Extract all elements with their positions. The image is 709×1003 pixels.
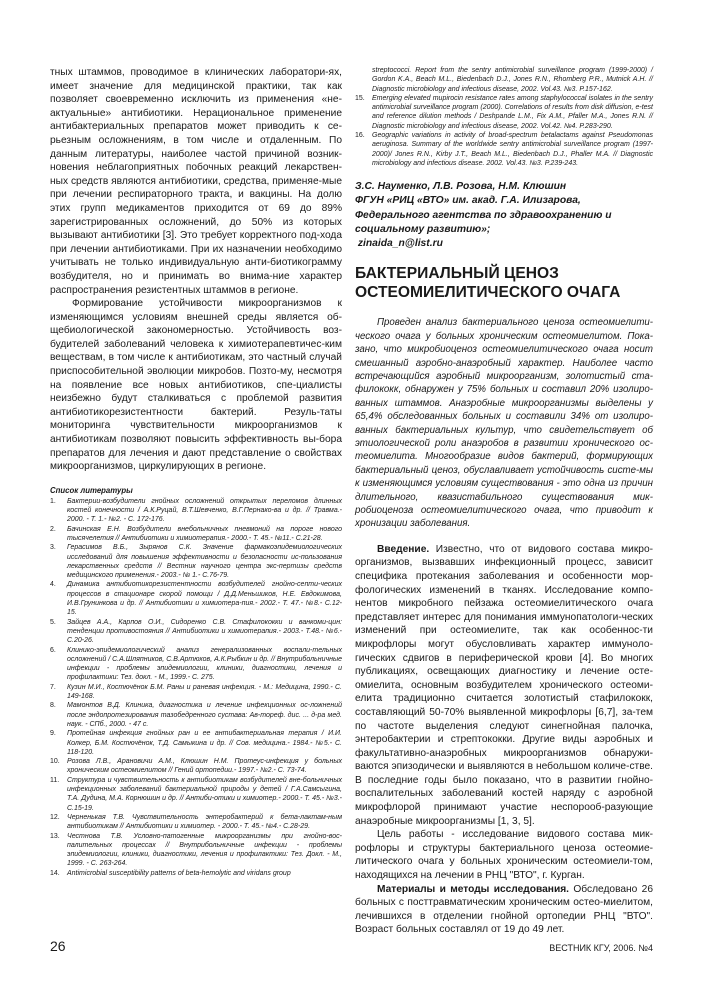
reference-text: Зайцев А.А., Карпов О.И., Сидоренко С.В. Стафилококки и ванкоми-цин: тенденции противостояния // Антибиотики и химиотерапия.- 2003.- Т.48.- №6.- С.20-26.: [67, 618, 342, 645]
reference-item: [50, 701, 342, 729]
reference-number: 3.: [50, 544, 56, 552]
reference-text: Emerging elevated mupirocin resistance rates among staphylococcal isolates in the sentry antimicrobial surveillance program (2000). Correlations of results from disk diffusion, e-test and reference dilution methods / Deshpande L.M., Fix A.M., Pfaller M.A., Jones R.N. // Diagnostic microbiology and infectious disease, 2002. Vol.42. №4. P.283-290.: [372, 94, 653, 130]
reference-item: [50, 525, 342, 544]
reference-text: Динамика антибиотикорезистентности возбудителей гнойно-септи-ческих процессов в стационаре скорой помощи / Д.Д.Меньшиков, Н.Е. Евдокимова, И.В.Грунинкова и др. // Антибиотики и химиотера-пия.- 2002.- Т. 47.- №8.- С.12-15.: [67, 581, 342, 617]
left-column: [50, 66, 342, 878]
body-paragraph: тных штаммов, проводимое в клинических лаборатори-ях, имеет значение для медицинской практики, так как позволяет своевременно исключить из применения «не-актуальные» антибиотики. Нерациональное применение антибактериальных препаратов может приводить к се-рьезным осложнениям, в том числе и отдаленным. По данным литературы, наиболее частой причиной возник-новения неблагоприятных побочных реакций лекарствен-ных средств являются антибиотики, средства, применяе-мые при лечении респираторного тракта, и вакцины. На долю этих групп медикаментов приходится от 69 до 89% зарегистрированных осложнений, до 50% из которых вызывают антибиотики [3]. Это требует корректного под-хода при лечении антибиотиками. При их назначении необходимо учитывать не только индивидуальную анти-биотикограмму возбудителя, но и принимать во внима-ние характер распространения резистентных штаммов в регионе.: [50, 67, 342, 296]
reference-item: [355, 66, 653, 94]
reference-number: 5.: [50, 618, 56, 626]
reference-item: [50, 757, 342, 776]
reference-item: [50, 832, 342, 869]
introduction-text: Известно, что от видового состава микро-организмов, вызвавших инфекционный процесс, зависит специфика протекания заболевания и особенности мор-фологических изменений в тканях. Исследование компо-нентов микробного пейзажа остеомиелитического очага представляет интерес для понимания иммунопатологи-ческих изменений при остеомиелите, так как особеннос-ти микрофлоры могут обусловливать характер иммуноло-гических сдвигов в периферической крови [4]. Во многих публикациях, освещающих диагностику и лечение осте-омиелита, основным возбудителем хронического остеоми-елита традиционно считается золотистый стафилококк, составляющий 50-70% выявленной микрофлоры [6,7], за-тем по частоте выделения следуют синегнойная палочка, энтеробактерии и стрептококки. Другие виды аэробных и факультативно-анаэробных микроорганизмов обнаружи-ваются эпизодически и выявляются в небольшом количе-стве. В последние годы было показано, что в развитии гнойно-воспалительных заболеваний костей наряду с аэробной микрофлорой принимают участие неспорооб-разующие анаэробные микроорганизмы [1, 3, 5].: [355, 543, 653, 827]
reference-number: 1.: [50, 497, 56, 505]
introduction-paragraph: [355, 543, 653, 828]
reference-number: 15.: [355, 94, 365, 102]
reference-text: Структура и чувствительность к антибиотикам возбудителей вне-больничных инфекционных заболеваний бактериальной природы у детей / Г.А.Самсыгина, Т.А. Дудина, М.А. Корнюшин и др. // Антиби-отики и химиотер.- 2000.- Т. 45.- №3.- С.15-19.: [67, 776, 342, 812]
reference-text: streptococci. Report from the sentry antimicrobial surveillance program (1999-2000) / Gordon K.A., Beach M.L., Biedenbach D.J., Jones R.N., Rhomberg P.R., Mutnick A.H. // Diagnostic microbiology and infectious disease, 2002. Vol.43. №3. P.157-162.: [372, 67, 653, 93]
authors-names: З.С. Науменко, Л.В. Розова, Н.М. Клюшин: [355, 181, 567, 193]
reference-number: 8.: [50, 702, 56, 710]
reference-item: [50, 683, 342, 702]
reference-text: Geographic variations in activity of broad-spectrum betalactams against Pseudomonas aeruginosa. Summary of the worldwide sentry antimicrobial surveillance program (1997-2000)/ Jones R.N., Kirby J.T., Beach M.L., Biedenbach D.J., Phaller M.A. // Diagnostic microbiology and infectious disease. 2002. Vol.43. №3. P.239-243.: [372, 132, 653, 167]
reference-item: [50, 618, 342, 646]
reference-text: Мамонтов В.Д. Клиника, диагностика и лечение инфекционных ос-ложнений после эндопротезирования тазобедренного сустава: Ав-тореф. дис. ... д-ра мед. наук. - СПб., 2000. - 47 с.: [67, 702, 342, 728]
reference-item: [50, 543, 342, 580]
reference-text: Бактерии-возбудители гнойных осложнений открытых переломов длинных костей конечности / А.К.Руцай, В.Т.Шевченко, В.Г.Пернако-ва и др. // Травма.- 2000. - Т. 1.- №2. - С. 172-176.: [67, 497, 342, 524]
reference-number: 16.: [355, 132, 365, 140]
reference-text: Герасимов В.Б., Зырянов С.К. Значение фармакоэпидемиологических исследований для повышения эффективности и безопасности ис-пользования лекарственных средств // Вестник научного центра экс-пертизы средств медицинского применения.- 2003.- № 1.- С.76-79.: [67, 544, 342, 580]
methods-lead: Материалы и методы исследования.: [377, 883, 569, 895]
author-block: [355, 180, 653, 251]
reference-text: Протейная инфекция гнойных ран и ее антибактериальная терапия / И.И. Колкер, Б.М. Костючёнок, Т.Д. Самыкина и др. // Сов. медицина.- 1984.- №5.- С. 118-120.: [67, 730, 342, 756]
reference-item: [50, 646, 342, 683]
author-email: [355, 237, 653, 251]
references-heading: Список литературы: [50, 485, 133, 495]
reference-text: Antimicrobial susceptibility patterns of beta-hemolytic and viridans group: [67, 869, 291, 877]
reference-text: Клинико-эпидемиологический анализ генерализованных воспали-тельных осложнений / С.А.Шляпников, С.В.Артюхов, А.К.Рыбкин и др. // Внутрибольничные инфекции - проблемы эпидемиологии, клиники, диагностики, лечения и профилактики: Тез. докл. - М., 1999.- С. 275.: [67, 646, 342, 682]
body-paragraph: Формирование устойчивости микроорганизмов к изменяющимся условиям внешней среды является об-щебиологической закономерностью. Устойчивость воз-будителей заболеваний человека к химиотерапевтичес-ким веществам, в том числе к антибиотикам, это частный случай приспособительной эволюции микробов. Позто-му, несмотря на появление все новых антибиотиков, спе-циалисты неизбежно будут сталкиваться с проблемой развития антибиотикорезистентности бактерий. Резуль-таты мониторинга чувствительности микроорганизмов к антибиотикам позволяют повысить эффективность вы-бора препаратов для лечения и дают представление о свойствах микроорганизмов, циркулирующих в регионе.: [50, 298, 342, 473]
reference-text: Черненькая Т.В. Чувствительность энтеробактерий к бета-лактам-ным антибиотикам // Антибиотики и химиотер. - 2000.- Т. 45.- №4.- С.28-29.: [67, 813, 342, 831]
reference-text: Бачинская Е.Н. Возбудители внебольничных пневмоний на пороге нового тысячелетия // Антибиотики и химиотерапия.- 2000.- Т. 45.- №11.- С.21-28.: [67, 525, 342, 542]
reference-number: 10.: [50, 758, 60, 766]
reference-item: [50, 580, 342, 617]
methods-paragraph: [355, 883, 653, 937]
reference-number: 12.: [50, 813, 60, 821]
article-title: БАКТЕРИАЛЬНЫЙ ЦЕНОЗ ОСТЕОМИЕЛИТИЧЕСКОГО ОЧАГА: [355, 265, 621, 301]
reference-number: 6.: [50, 646, 56, 654]
author-email-link[interactable]: zinaida_n@list.ru: [357, 238, 443, 250]
authors-affiliation: ФГУН «РИЦ «ВТО» им. акад. Г.А. Илизарова, Федерального агентства по здравоохранению и социальному развитию»;: [355, 195, 612, 235]
reference-item: [50, 729, 342, 757]
reference-item: [355, 94, 653, 131]
journal-footer: ВЕСТНИК КГУ, 2006. №4: [549, 943, 653, 953]
aim-paragraph: Цель работы - исследование видового состава мик-рофлоры и структуры бактериального ценоза остеомие-литического очага у больных хроническим остеомиели-том, находящихся на лечении в РНЦ "ВТО", г. Курган.: [355, 829, 653, 882]
right-column: [355, 66, 653, 937]
reference-number: 14.: [50, 869, 60, 877]
reference-item: [50, 497, 342, 525]
reference-number: 9.: [50, 730, 56, 738]
reference-item: [50, 813, 342, 832]
references-list-continued: [355, 66, 653, 168]
reference-number: 2.: [50, 525, 56, 533]
reference-item: [355, 131, 653, 168]
reference-text: Кузин М.И., Костючёнок Б.М. Раны и раневая инфекция. - М.: Медицина, 1990.- С. 149-168.: [67, 683, 342, 701]
reference-number: 11.: [50, 776, 60, 784]
introduction-lead: Введение.: [377, 543, 430, 555]
reference-number: 13.: [50, 832, 60, 840]
reference-number: 4.: [50, 581, 56, 589]
reference-text: Розова Л.В., Арановичи А.М., Клюшин Н.М. Протеус-инфекция у больных хроническим остеомиелитом // Гений ортопедии.- 1997.- №2.- С. 73-74.: [67, 758, 342, 775]
reference-item: [50, 869, 342, 878]
reference-number: 7.: [50, 683, 56, 691]
references-list: [50, 497, 342, 878]
reference-item: [50, 776, 342, 813]
abstract: Проведен анализ бактериального ценоза остеомиелити-ческого очага у больных хроническим остеомиелитом. Пока-зано, что микробиоценоз остеомиелитического очага носит смешанный аэробно-анаэробный характер. Наиболее часто встречающийся аэробный микроорганизм, золотистый ста-филококк, обнаружен у 75% больных и составил 20% изолиро-ванных штаммов. Анаэробные микроорганизмы выделены у 65,4% обследованных больных и составили 34% от изолиро-ванных бактериальных культур, что свидетельствует об этиологической роли анаэробов в развитии хронического ос-теомиелита. Многообразие видов бактерий, формирующих бактериальный ценоз, обуславливает устойчивость систе-мы к изменяющимся условиям существования - это одна из причин длительного, квазистабильного существования мик-робиоценоза остеомиелитического очага, что приводит к хронизации заболевания.: [355, 317, 653, 530]
page-number: 26: [50, 938, 66, 954]
reference-text: Честнова Т.В. Условно-патогенные микроорганизмы при гнойно-вос-палительных процессах // Внутрибольничные инфекции - проблемы эпидемиологии, клиники, диагностики, лечения и профилактики: Тез. Докл. - М., 1999. - С. 263-264.: [67, 832, 342, 868]
methods-text: Обследовано 26 больных с посттравматическим хроническим остео-миелитом, лечившихся в отделении гнойной ортопедии РНЦ "ВТО". Возраст больных составлял от 19 до 49 лет.: [355, 883, 654, 936]
